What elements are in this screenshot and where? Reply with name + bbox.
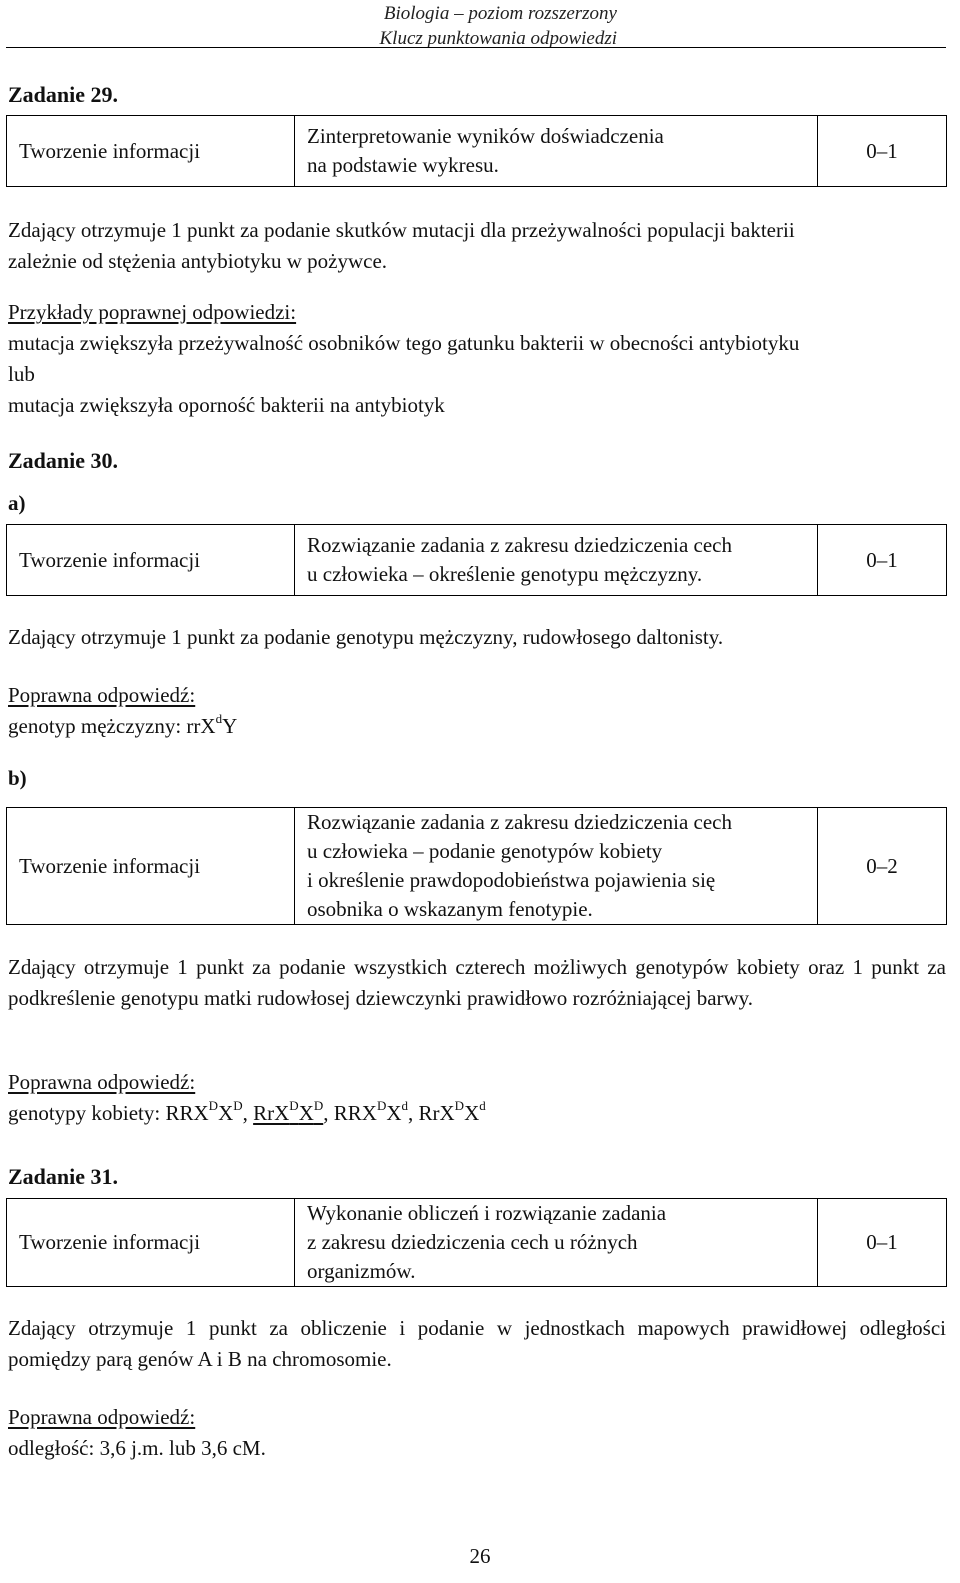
task-30a-answer-prefix: genotyp mężczyzny: rrX: [8, 714, 216, 738]
task-31-answer-label: Poprawna odpowiedź:: [8, 1405, 196, 1429]
task-30b-answer-label: Poprawna odpowiedź:: [8, 1070, 196, 1094]
header-line-2: Klucz punktowania odpowiedzi: [379, 28, 617, 49]
task-30a-skill: Tworzenie informacji: [7, 525, 295, 596]
genotype-3: $RRX^DX^d$: [333, 1098, 408, 1125]
task-30b-answer-prefix: genotypy kobiety:: [8, 1101, 166, 1125]
task-29-answer-line-1: mutacja zwiększyła przeżywalność osobników tego gatunku bakterii w obecności antybiotyku: [8, 331, 800, 355]
task-29-answer: [8, 297, 946, 421]
task-31-table: [6, 1198, 947, 1287]
task-30b-label: b): [8, 766, 27, 790]
task-29-answer-label: Przykłady poprawnej odpowiedzi:: [8, 300, 297, 324]
task-31-answer: [8, 1402, 946, 1464]
task-31-requirement: [295, 1199, 818, 1287]
task-29-answer-line-2: lub: [8, 362, 35, 386]
task-30b-requirement-line-4: osobnika o wskazanym fenotypie.: [307, 897, 593, 921]
task-30b-criteria: Zdający otrzymuje 1 punkt za podanie wszystkich czterech możliwych genotypów kobiety oraz 1 punkt za podkreślenie genotypu matki rudowłosej dziewczynki prawidłowo rozróżniającej barwy.: [8, 955, 946, 1010]
task-30a-answer-text: [8, 711, 946, 742]
genotype-1: $RRX^DX^D$: [165, 1098, 243, 1125]
task-30a-answer-sup: d: [215, 711, 223, 726]
task-31-criteria: Zdający otrzymuje 1 punkt za obliczenie i podanie w jednostkach mapowych prawidłowej odległości pomiędzy parą genów A i B na chromosomie.: [8, 1316, 946, 1371]
task-29-criteria: [8, 215, 946, 277]
task-29-table: [6, 115, 947, 187]
task-30a-answer: [8, 680, 946, 742]
task-30b-table: [6, 807, 947, 925]
task-29-requirement: [295, 116, 818, 187]
header-line-1: Biologia – poziom rozszerzony: [383, 3, 617, 24]
genotype-2-underlined: $RrX^DX^D$: [253, 1098, 324, 1125]
task-30b-skill: Tworzenie informacji: [7, 808, 295, 925]
task-30a-requirement-line-2: u człowieka – określenie genotypu mężczyzny.: [307, 562, 703, 586]
task-31-requirement-line-1: Wykonanie obliczeń i rozwiązanie zadania: [307, 1201, 667, 1225]
task-31-requirement-line-3: organizmów.: [307, 1259, 416, 1283]
genotype-4: $RrX^DX^d$: [418, 1098, 486, 1125]
task-30b-requirement-line-1: Rozwiązanie zadania z zakresu dziedziczenia cech: [307, 810, 732, 834]
task-30a-answer-suffix: Y: [222, 714, 238, 738]
task-30a-answer-label: Poprawna odpowiedź:: [8, 683, 196, 707]
task-30-title: Zadanie 30.: [8, 448, 119, 473]
task-30a-criteria: Zdający otrzymuje 1 punkt za podanie genotypu mężczyzny, rudowłosego daltonisty.: [8, 625, 724, 649]
task-29-criteria-line-1: Zdający otrzymuje 1 punkt za podanie skutków mutacji dla przeżywalności populacji bakterii: [8, 218, 795, 242]
task-30b-requirement-line-3: i określenie prawdopodobieństwa pojawienia się: [307, 868, 716, 892]
task-31-points: 0–1: [818, 1199, 947, 1287]
task-29-points: 0–1: [818, 116, 947, 187]
task-31-requirement-line-2: z zakresu dziedziczenia cech u różnych: [307, 1230, 638, 1254]
task-29-title: Zadanie 29.: [8, 82, 119, 107]
page-header: [217, 1, 617, 51]
task-31-skill: Tworzenie informacji: [7, 1199, 295, 1287]
task-30a-requirement: [295, 525, 818, 596]
task-29-skill: Tworzenie informacji: [7, 116, 295, 187]
task-30b-requirement-line-2: u człowieka – podanie genotypów kobiety: [307, 839, 663, 863]
task-29-answer-line-3: mutacja zwiększyła oporność bakterii na antybiotyk: [8, 393, 445, 417]
page-number: 26: [469, 1544, 491, 1568]
task-30b-points: 0–2: [818, 808, 947, 925]
task-30b-requirement: [295, 808, 818, 925]
task-30a-requirement-line-1: Rozwiązanie zadania z zakresu dziedziczenia cech: [307, 533, 732, 557]
task-30b-answer-text: genotypy kobiety: $RRX^DX^D$, $RrX^DX^D$, $RRX^DX^d$, $RrX^DX^d$: [8, 1098, 486, 1125]
task-29-requirement-line-2: na podstawie wykresu.: [307, 153, 499, 177]
task-31-answer-text: odległość: 3,6 j.m. lub 3,6 cM.: [8, 1436, 266, 1460]
header-rule: [6, 47, 946, 48]
task-31-title: Zadanie 31.: [8, 1164, 119, 1189]
task-29-requirement-line-1: Zinterpretowanie wyników doświadczenia: [307, 124, 664, 148]
task-30b-answer: [8, 1067, 946, 1129]
task-29-criteria-line-2: zależnie od stężenia antybiotyku w pożywce.: [8, 249, 388, 273]
task-30a-table: [6, 524, 947, 596]
task-30a-points: 0–1: [818, 525, 947, 596]
task-30a-label: a): [8, 491, 26, 515]
